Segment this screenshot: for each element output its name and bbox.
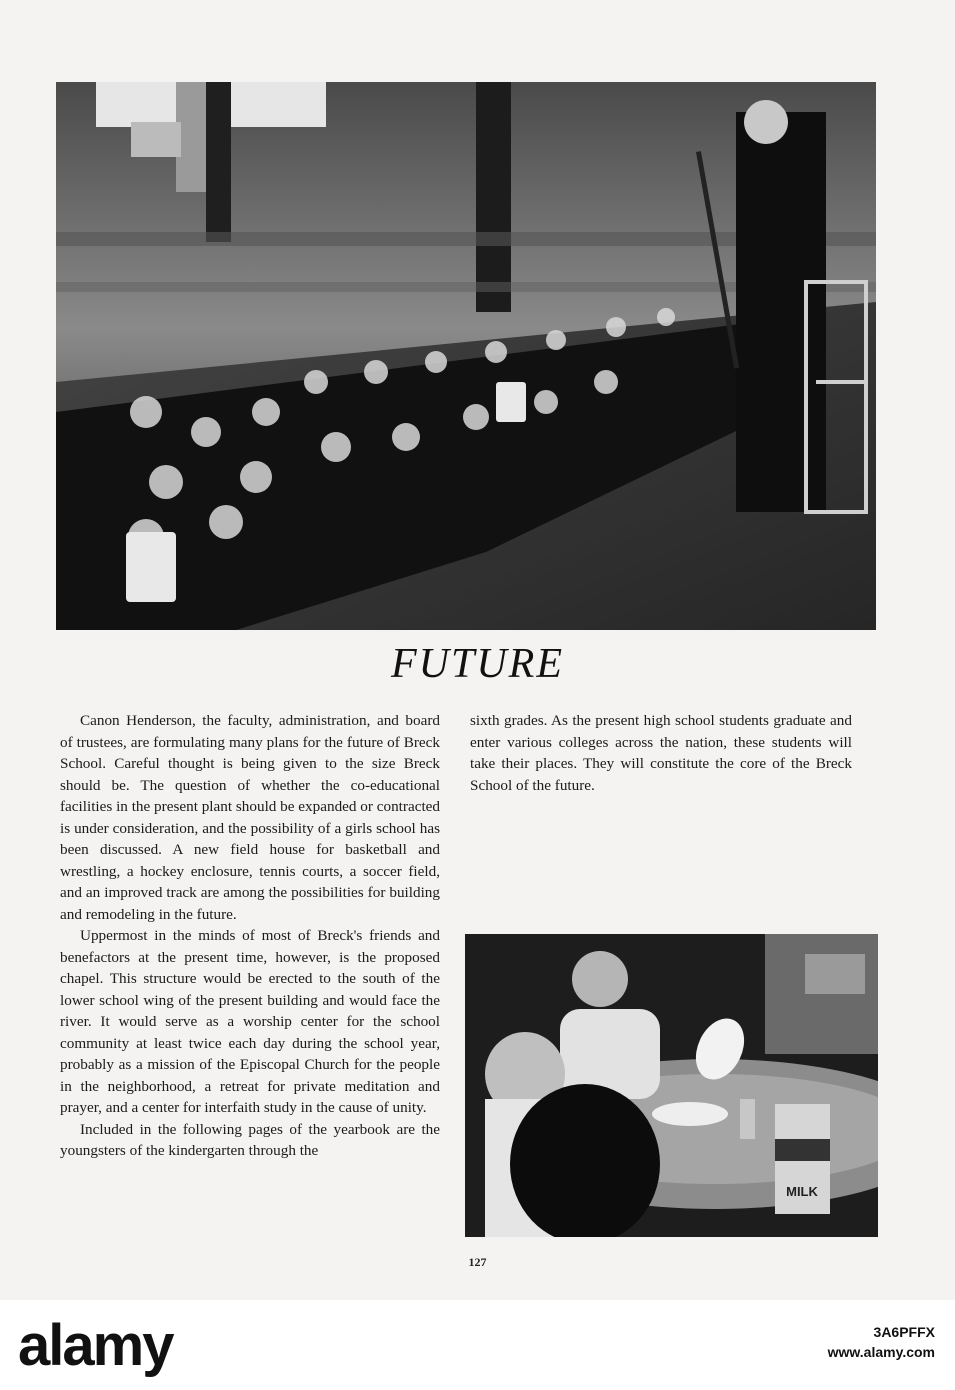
- left-text-column: [60, 710, 440, 1162]
- assembly-photo-image: [56, 82, 876, 630]
- assembly-photo: [56, 82, 876, 630]
- milk-carton-label: MILK: [786, 1184, 818, 1199]
- lunch-photo-image: [465, 934, 878, 1237]
- article-heading: FUTURE: [391, 641, 564, 687]
- lunch-photo: [465, 934, 878, 1237]
- page-number: 127: [468, 1255, 487, 1269]
- image-code-block: [828, 1322, 935, 1362]
- paragraph-chapel: Uppermost in the minds of most of Breck's friends and benefactors at the present time, however, is the proposed chapel. This structure would be erected to the south of the lower school wing of the present building and would face the river. It would serve as a worship center for the school community at least twice each day during the school year, probably as a mission of the Episcopal Church for the people in the neighborhood, a retreat for private meditation and prayer, and a center for interfaith study in the cause of unity.: [60, 927, 440, 1116]
- alamy-logo: alamy: [18, 1313, 173, 1378]
- paragraph-plans: Canon Henderson, the faculty, administration, and board of trustees, are formulating many plans for the future of Breck School. Careful thought is being given to the size Breck should be. The question of whether the co-educational facilities in the present plant should be expanded or contracted is under consideration, and the possibility of a girls school has been discussed. A new field house for basketball and wrestling, a hockey enclosure, tennis courts, a soccer field, and an improved track are among the possibilities for building and remodeling in the future.: [60, 712, 440, 923]
- paragraph-sixth-grades: sixth grades. As the present high school students graduate and enter various colleges across the nation, these students will take their places. They will constitute the core of the Breck School of the future.: [470, 712, 852, 794]
- right-text-column: [470, 710, 852, 796]
- image-code: 3A6PFFX: [873, 1324, 935, 1340]
- paragraph-included: Included in the following pages of the yearbook are the youngsters of the kindergarten through the: [60, 1120, 440, 1159]
- site-url: www.alamy.com: [827, 1344, 935, 1360]
